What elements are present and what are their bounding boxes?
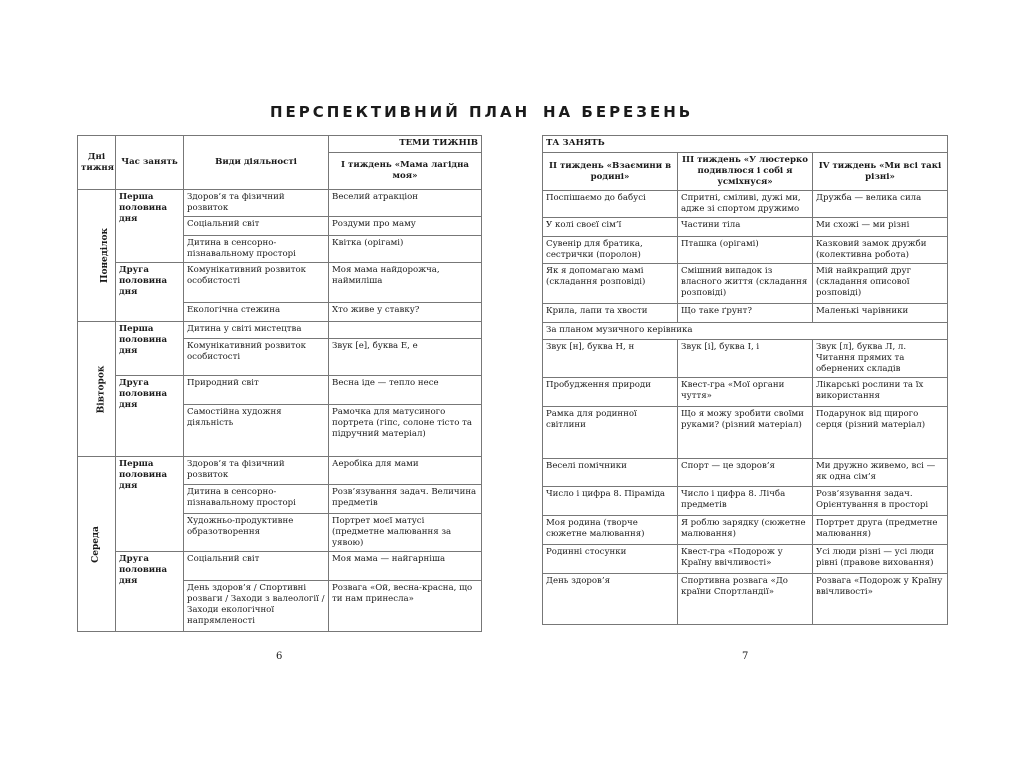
theme-cell: Рамочка для матусиного портрета (гіпс, солоне тісто та підручний матеріал)	[329, 405, 482, 457]
theme-cell: Спорт — це здоров’я	[678, 459, 813, 487]
activity-cell: Комунікативний розвиток особистості	[184, 263, 329, 303]
second-half-tuesday: Друга половина дня	[116, 376, 184, 457]
theme-cell: Моя родина (творче сюжетне малювання)	[543, 516, 678, 545]
theme-cell	[329, 322, 482, 339]
day-wednesday: Середа	[78, 457, 116, 632]
theme-cell: Що таке ґрунт?	[678, 304, 813, 323]
theme-cell: Квест-гра «Подорож у Країну ввічливості»	[678, 545, 813, 574]
theme-cell: Портрет моєї матусі (предметне малювання за уявою)	[329, 514, 482, 552]
theme-cell: Мій найкращий друг (складання описової розповіді)	[813, 264, 948, 304]
header-themes-cont: ТА ЗАНЯТЬ	[543, 136, 948, 153]
day-tuesday: Вівторок	[78, 322, 116, 457]
theme-cell: Маленькі чарівники	[813, 304, 948, 323]
theme-cell: Усі люди різні — усі люди рівні (правове виховання)	[813, 545, 948, 574]
activity-cell: Художньо-продуктивне образотворення	[184, 514, 329, 552]
music-plan-cell: За планом музичного керівника	[543, 323, 948, 340]
theme-cell: Моя мама найдорожча, наймиліша	[329, 263, 482, 303]
header-activities: Види діяльності	[184, 136, 329, 190]
theme-cell: Роздуми про маму	[329, 217, 482, 236]
theme-cell: Дружба — велика сила	[813, 191, 948, 218]
theme-cell: У колі своєї сім’ї	[543, 218, 678, 237]
theme-cell: Моя мама — найгарніша	[329, 552, 482, 581]
header-themes: ТЕМИ ТИЖНІВ	[329, 136, 482, 153]
theme-cell: Пробудження природи	[543, 378, 678, 407]
activity-cell: День здоров’я / Спортивні розваги / Заходи з валеології / Заходи екологічної напрямленості	[184, 581, 329, 632]
theme-cell: Веселі помічники	[543, 459, 678, 487]
theme-cell: Рамка для родинної світлини	[543, 407, 678, 459]
theme-cell: Звук [л], буква Л, л. Читання прямих та обернених складів	[813, 340, 948, 378]
page-number-right: 7	[742, 651, 749, 662]
theme-cell: Звук [е], буква Е, е	[329, 339, 482, 376]
theme-cell: Квітка (орігамі)	[329, 236, 482, 263]
header-time: Час занять	[116, 136, 184, 190]
first-half-monday: Перша половина дня	[116, 190, 184, 263]
page-number-left: 6	[276, 651, 283, 662]
theme-cell: Розвага «Ой, весна-красна, що ти нам принесла»	[329, 581, 482, 632]
theme-cell: Спритні, сміливі, дужі ми, адже зі спортом дружимо	[678, 191, 813, 218]
theme-cell: Аеробіка для мами	[329, 457, 482, 485]
theme-cell: Число і цифра 8. Піраміда	[543, 487, 678, 516]
activity-cell: Здоров’я та фізичний розвиток	[184, 190, 329, 217]
theme-cell: Звук [і], буква І, і	[678, 340, 813, 378]
theme-cell: Частини тіла	[678, 218, 813, 237]
theme-cell: Спортивна розвага «До країни Спортландії»	[678, 574, 813, 625]
theme-cell: Поспішаємо до бабусі	[543, 191, 678, 218]
theme-cell: Розв’язування задач. Орієнтування в просторі	[813, 487, 948, 516]
theme-cell: Хто живе у ставку?	[329, 303, 482, 322]
plan-table-right	[542, 135, 948, 625]
theme-cell: Як я допомагаю мамі (складання розповіді)	[543, 264, 678, 304]
theme-cell: Крила, лапи та хвости	[543, 304, 678, 323]
activity-cell: Самостійна художня діяльність	[184, 405, 329, 457]
theme-cell: День здоров’я	[543, 574, 678, 625]
page-title-right: НА БЕРЕЗЕНЬ	[543, 103, 694, 121]
theme-cell: Ми схожі — ми різні	[813, 218, 948, 237]
theme-cell: Звук [н], буква Н, н	[543, 340, 678, 378]
activity-cell: Природний світ	[184, 376, 329, 405]
first-half-wednesday: Перша половина дня	[116, 457, 184, 552]
theme-cell: Сувенір для братика, сестрички (поролон)	[543, 237, 678, 264]
activity-cell: Здоров’я та фізичний розвиток	[184, 457, 329, 485]
theme-cell: Число і цифра 8. Лічба предметів	[678, 487, 813, 516]
header-week-3: ІІІ тиждень «У люстерко подивлюся і собі я усміхнуся»	[678, 153, 813, 191]
second-half-wednesday: Друга половина дня	[116, 552, 184, 632]
activity-cell: Екологічна стежина	[184, 303, 329, 322]
activity-cell: Дитина в сенсорно-пізнавальному просторі	[184, 485, 329, 514]
theme-cell: Портрет друга (предметне малювання)	[813, 516, 948, 545]
activity-cell: Соціальний світ	[184, 217, 329, 236]
theme-cell: Що я можу зробити своїми руками? (різний матеріал)	[678, 407, 813, 459]
plan-table-left	[77, 135, 482, 632]
theme-cell: Смішний випадок із власного життя (складання розповіді)	[678, 264, 813, 304]
activity-cell: Соціальний світ	[184, 552, 329, 581]
theme-cell: Ми дружно живемо, всі — як одна сім’я	[813, 459, 948, 487]
second-half-monday: Друга половина дня	[116, 263, 184, 322]
activity-cell: Дитина у світі мистецтва	[184, 322, 329, 339]
theme-cell: Я роблю зарядку (сюжетне малювання)	[678, 516, 813, 545]
theme-cell: Лікарські рослини та їх використання	[813, 378, 948, 407]
theme-cell: Пташка (орігамі)	[678, 237, 813, 264]
theme-cell: Казковий замок дружби (колективна робота)	[813, 237, 948, 264]
header-week-2: ІІ тиждень «Взаємини в родині»	[543, 153, 678, 191]
first-half-tuesday: Перша половина дня	[116, 322, 184, 376]
theme-cell: Розв’язування задач. Величина предметів	[329, 485, 482, 514]
theme-cell: Родинні стосунки	[543, 545, 678, 574]
theme-cell: Веселий атракціон	[329, 190, 482, 217]
theme-cell: Розвага «Подорож у Країну ввічливості»	[813, 574, 948, 625]
activity-cell: Комунікативний розвиток особистості	[184, 339, 329, 376]
theme-cell: Подарунок від щирого серця (різний матеріал)	[813, 407, 948, 459]
header-days: Дні тижня	[78, 136, 116, 190]
theme-cell: Квест-гра «Мої органи чуття»	[678, 378, 813, 407]
day-monday: Понеділок	[78, 190, 116, 322]
theme-cell: Весна іде — тепло несе	[329, 376, 482, 405]
page-title-left: ПЕРСПЕКТИВНИЙ ПЛАН	[270, 103, 531, 121]
header-week-4: ІV тиждень «Ми всі такі різні»	[813, 153, 948, 191]
activity-cell: Дитина в сенсорно-пізнавальному просторі	[184, 236, 329, 263]
header-week-1: І тиждень «Мама лагідна моя»	[329, 153, 482, 190]
